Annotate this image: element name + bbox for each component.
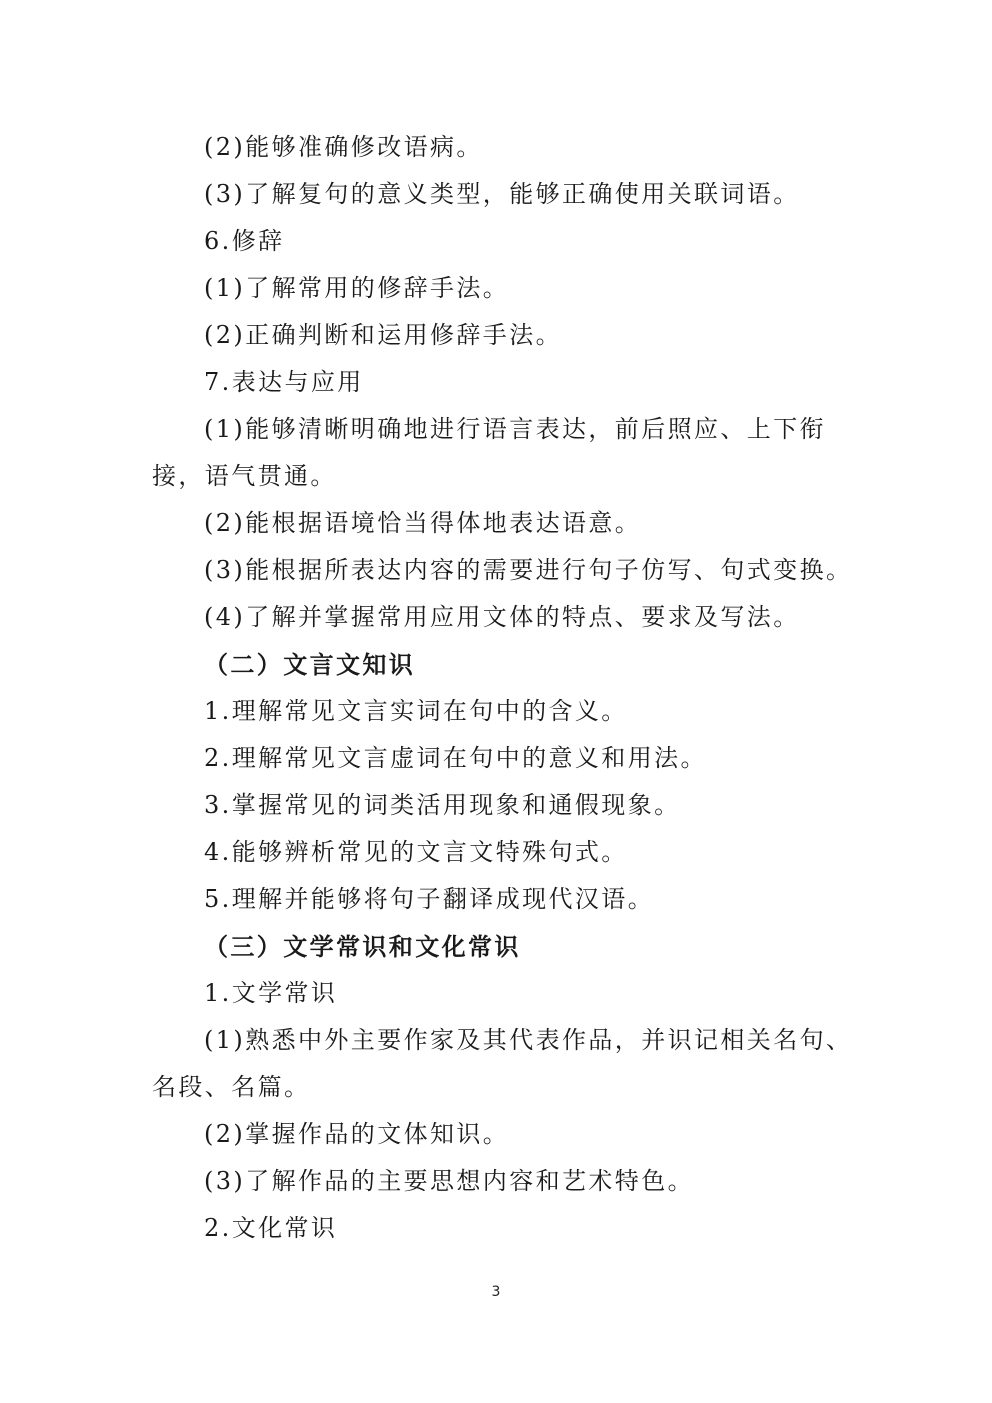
paragraph-line: (2)正确判断和运用修辞手法。: [204, 321, 562, 349]
paragraph-line: 3.掌握常见的词类活用现象和通假现象。: [204, 791, 681, 819]
paragraph-line: 5.理解并能够将句子翻译成现代汉语。: [204, 885, 655, 913]
chapter-heading: （三）文学常识和文化常识: [204, 932, 521, 961]
document-body: [152, 124, 853, 1252]
page-number: 3: [491, 1284, 501, 1300]
chapter-heading: （二）文言文知识: [204, 650, 416, 679]
paragraph-line: (1)了解常用的修辞手法。: [204, 274, 510, 302]
section-title: 1.文学常识: [204, 979, 338, 1007]
paragraph-line: (3)了解作品的主要思想内容和艺术特色。: [204, 1167, 694, 1195]
paragraph-line: (1)能够清晰明确地进行语言表达，前后照应、上下衔: [204, 415, 826, 443]
paragraph-line: 1.理解常见文言实词在句中的含义。: [204, 697, 628, 725]
paragraph-line: 2.理解常见文言虚词在句中的意义和用法。: [204, 744, 707, 772]
section-title: 6.修辞: [204, 227, 285, 255]
section-title: 7.表达与应用: [204, 368, 364, 396]
paragraph-line: (1)熟悉中外主要作家及其代表作品，并识记相关名句、: [204, 1026, 853, 1054]
paragraph-line: (3)能根据所表达内容的需要进行句子仿写、句式变换。: [204, 556, 853, 584]
paragraph-continuation: 接，语气贯通。: [152, 462, 337, 490]
paragraph-line: 4.能够辨析常见的文言文特殊句式。: [204, 838, 628, 866]
paragraph-line: (2)掌握作品的文体知识。: [204, 1120, 510, 1148]
paragraph-line: (3)了解复句的意义类型，能够正确使用关联词语。: [204, 180, 800, 208]
section-title: 2.文化常识: [204, 1214, 338, 1242]
paragraph-line: (4)了解并掌握常用应用文体的特点、要求及写法。: [204, 603, 800, 631]
paragraph-line: (2)能根据语境恰当得体地表达语意。: [204, 509, 642, 537]
paragraph-continuation: 名段、名篇。: [152, 1073, 311, 1101]
paragraph-line: (2)能够准确修改语病。: [204, 133, 483, 161]
